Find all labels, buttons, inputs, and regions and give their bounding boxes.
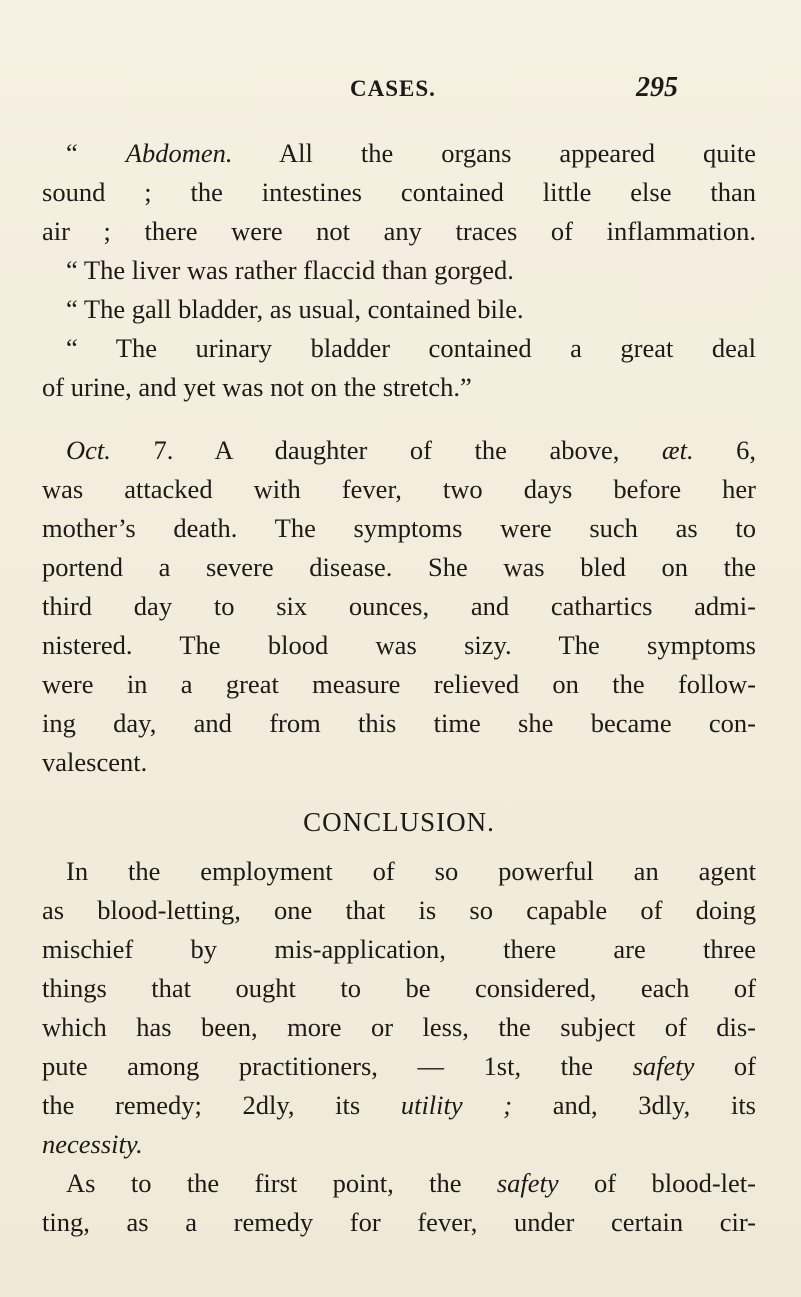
- text-line: [42, 134, 756, 173]
- text-line: “ The urinary bladder contained a great deal: [66, 333, 756, 363]
- page-number: 295: [636, 72, 678, 103]
- text-line: ing day, and from this time she became con-: [42, 708, 756, 738]
- text-segment: 6,: [693, 435, 757, 465]
- text-line: “ The liver was rather flaccid than gorged.: [66, 255, 514, 285]
- text-segment: of: [694, 1051, 757, 1081]
- text-segment: 7. A daughter of the above,: [110, 435, 662, 465]
- quoted-postmortem-paragraph: [42, 134, 756, 407]
- emphasis-safety: safety: [496, 1168, 559, 1198]
- text-segment: All the organs appeared quite: [232, 138, 757, 168]
- emphasis-date: Oct.: [66, 435, 111, 465]
- running-head: [0, 72, 801, 112]
- text-segment: of blood-let-: [558, 1168, 756, 1198]
- text-segment: As to the first point, the: [66, 1168, 497, 1198]
- text-line: [42, 431, 756, 470]
- text-line: was attacked with fever, two days before her: [42, 474, 756, 504]
- emphasis-safety: safety: [632, 1051, 695, 1081]
- safety-paragraph: [42, 1164, 756, 1242]
- text-line: sound ; the intestines contained little else than: [42, 177, 756, 207]
- emphasis-utility: utility ;: [400, 1090, 513, 1120]
- emphasis-necessity: necessity.: [42, 1129, 143, 1159]
- text-line: mischief by mis-application, there are three: [42, 934, 756, 964]
- text-line: “ The gall bladder, as usual, contained bile.: [66, 294, 524, 324]
- paragraph-gap: [42, 407, 756, 431]
- text-segment: and, 3dly, its: [512, 1090, 756, 1120]
- text-line: [42, 1164, 756, 1203]
- text-line: [42, 1125, 756, 1164]
- open-quote: “: [66, 138, 126, 168]
- text-line: third day to six ounces, and cathartics admi-: [42, 591, 756, 621]
- emphasis-abdomen: Abdomen.: [125, 138, 233, 168]
- text-line: mother’s death. The symptoms were such as to: [42, 513, 756, 543]
- text-line: [42, 1086, 756, 1125]
- section-heading: CONCLUSION.: [303, 807, 495, 837]
- text-line: valescent.: [42, 747, 148, 777]
- conclusion-paragraph: [42, 852, 756, 1164]
- text-line: portend a severe disease. She was bled on the: [42, 552, 756, 582]
- emphasis-aet: æt.: [661, 435, 694, 465]
- text-line: [42, 1047, 756, 1086]
- text-line: as blood-letting, one that is so capable of doing: [42, 895, 756, 925]
- case-paragraph: [42, 431, 756, 782]
- running-head-title: CASES.: [350, 76, 436, 101]
- text-line: of urine, and yet was not on the stretch.”: [42, 372, 472, 402]
- text-line: which has been, more or less, the subject of dis-: [42, 1012, 756, 1042]
- text-line: were in a great measure relieved on the follow-: [42, 669, 756, 699]
- text-segment: the remedy; 2dly, its: [42, 1090, 401, 1120]
- text-line: In the employment of so powerful an agent: [66, 856, 756, 886]
- body-text: [42, 134, 756, 1242]
- text-line: ting, as a remedy for fever, under certain cir-: [42, 1207, 756, 1237]
- text-line: nistered. The blood was sizy. The symptoms: [42, 630, 756, 660]
- text-segment: pute among practitioners, — 1st, the: [42, 1051, 633, 1081]
- text-line: air ; there were not any traces of inflammation.: [42, 216, 756, 246]
- text-line: things that ought to be considered, each of: [42, 973, 756, 1003]
